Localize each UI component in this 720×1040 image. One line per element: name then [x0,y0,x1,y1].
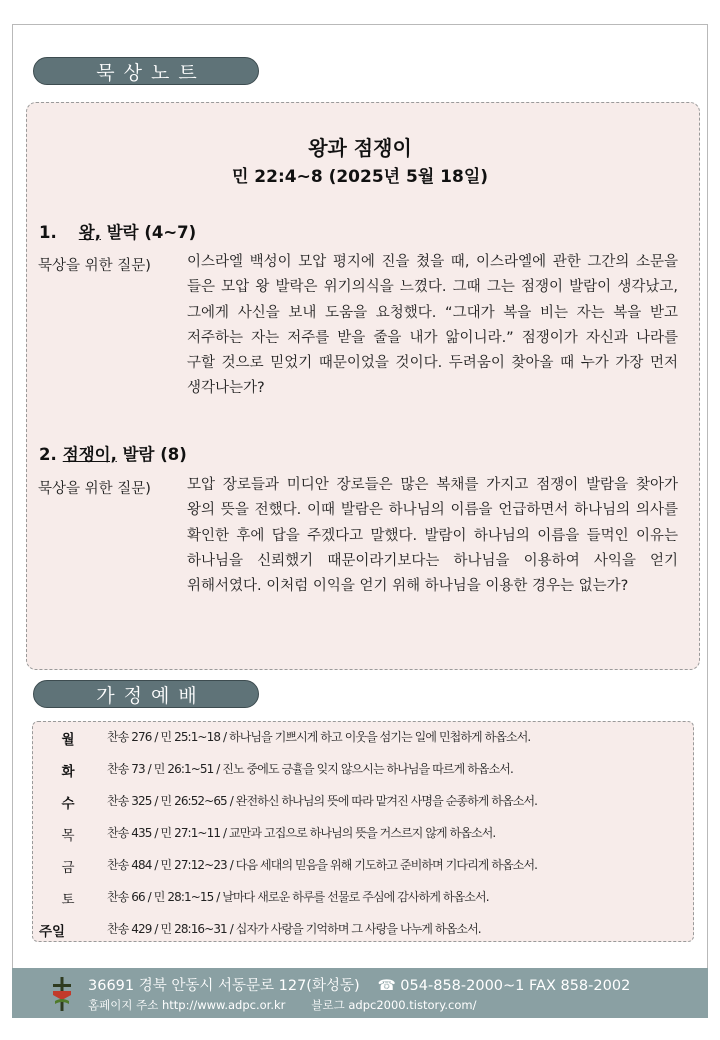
section-1-number: 1. [39,223,57,242]
worship-day: 화 [61,764,75,780]
worship-day: 목 [61,828,75,844]
sermon-reference: 민 22:4~8 (2025년 5월 18일) [231,167,489,187]
worship-row [33,856,695,880]
section-1-subject: 왕, [78,223,101,242]
footer-web-line [88,997,477,1013]
footer-blog[interactable]: 블로그 adpc2000.tistory.com/ [311,998,477,1012]
section-2-number: 2. [39,445,57,464]
worship-row [33,760,695,784]
worship-day: 토 [61,892,75,908]
church-logo-icon [50,977,74,1011]
worship-row [33,888,695,912]
footer-homepage[interactable]: 홈페이지 주소 http://www.adpc.or.kr [88,998,286,1012]
worship-day: 수 [61,796,75,812]
worship-day: 금 [61,860,75,876]
worship-text: 찬송 276 / 민 25:1~18 / 하나님을 기쁘시게 하고 이웃을 섬기는 일에 민첩하게 하옵소서. [107,730,531,744]
worship-row [33,792,695,816]
worship-text: 찬송 435 / 민 27:1~11 / 교만과 고집으로 하나님의 뜻을 거스르지 않게 하옵소서. [107,826,496,840]
section-2-subject: 점쟁이, [62,445,117,464]
meditation-header: 묵상노트 [33,57,259,85]
section-2-heading [39,441,187,465]
sermon-title: 왕과 점쟁이 [308,136,412,160]
section-2-question-label: 묵상을 위한 질문) [38,481,151,497]
section-2-rest: 발람 (8) [116,445,187,464]
worship-text: 찬송 429 / 민 28:16~31 / 십자가 사랑을 기억하며 그 사랑을 나누게 하옵소서. [107,922,481,936]
worship-text: 찬송 73 / 민 26:1~51 / 진노 중에도 긍휼을 잊지 않으시는 하나님을 따르게 하옵소서. [107,762,513,776]
worship-day: 월 [61,732,75,748]
worship-text: 찬송 484 / 민 27:12~23 / 다음 세대의 믿음을 위해 기도하고 준비하며 기다리게 하옵소서. [107,858,538,872]
section-2-question-text: 모압 장로들과 미디안 장로들은 많은 복채를 가지고 점쟁이 발람을 찾아가 왕의 뜻을 전했다. 이때 발람은 하나님의 이름을 언급하면서 하나님의 의사를 확인한 후에 답을 주겠다고 말했다. 발람이 하나님의 이름을 들먹인 이유는 하나님을 신뢰했기 때문이라기보다는 하나님을 이용하여 사익을 얻기 위해서였다. 이처럼 이익을 얻기 위해 하나님을 이용한 경우는 없는가? [187,477,678,595]
worship-row [33,920,695,944]
footer-phone: ☎ 054-858-2000~1 FAX 858-2002 [377,978,631,994]
worship-text: 찬송 325 / 민 26:52~65 / 완전하신 하나님의 뜻에 따라 맡겨진 사명을 순종하게 하옵소서. [107,794,538,808]
worship-day: 주일 [39,924,66,940]
worship-row [33,728,695,752]
section-1-heading [39,219,196,243]
family-worship-box [32,721,694,942]
worship-header: 가정예배 [33,680,259,708]
footer-address: 36691 경북 안동시 서동문로 127(화성동) [88,978,360,994]
section-1-rest: 발락 (4~7) [100,223,197,242]
worship-text: 찬송 66 / 민 28:1~15 / 날마다 새로운 하루를 선물로 주심에 감사하게 하옵소서. [107,890,489,904]
section-1-question-text: 이스라엘 백성이 모압 평지에 진을 쳤을 때, 이스라엘에 관한 그간의 소문을 들은 모압 왕 발락은 위기의식을 느꼈다. 그때 그는 점쟁이 발람이 생각났고, 그에게 사신을 보내 도움을 요청했다. “그대가 복을 비는 자는 복을 받고 저주하는 자는 저주를 받을 줄을 내가 앎이니라.” 점쟁이가 자신과 나라를 구할 것으로 믿었기 때문이었을 것이다. 두려움이 찾아올 때 누가 가장 먼저 생각나는가? [187,254,678,397]
footer-address-line [88,974,630,995]
worship-row [33,824,695,848]
section-1-question-label: 묵상을 위한 질문) [38,258,151,274]
